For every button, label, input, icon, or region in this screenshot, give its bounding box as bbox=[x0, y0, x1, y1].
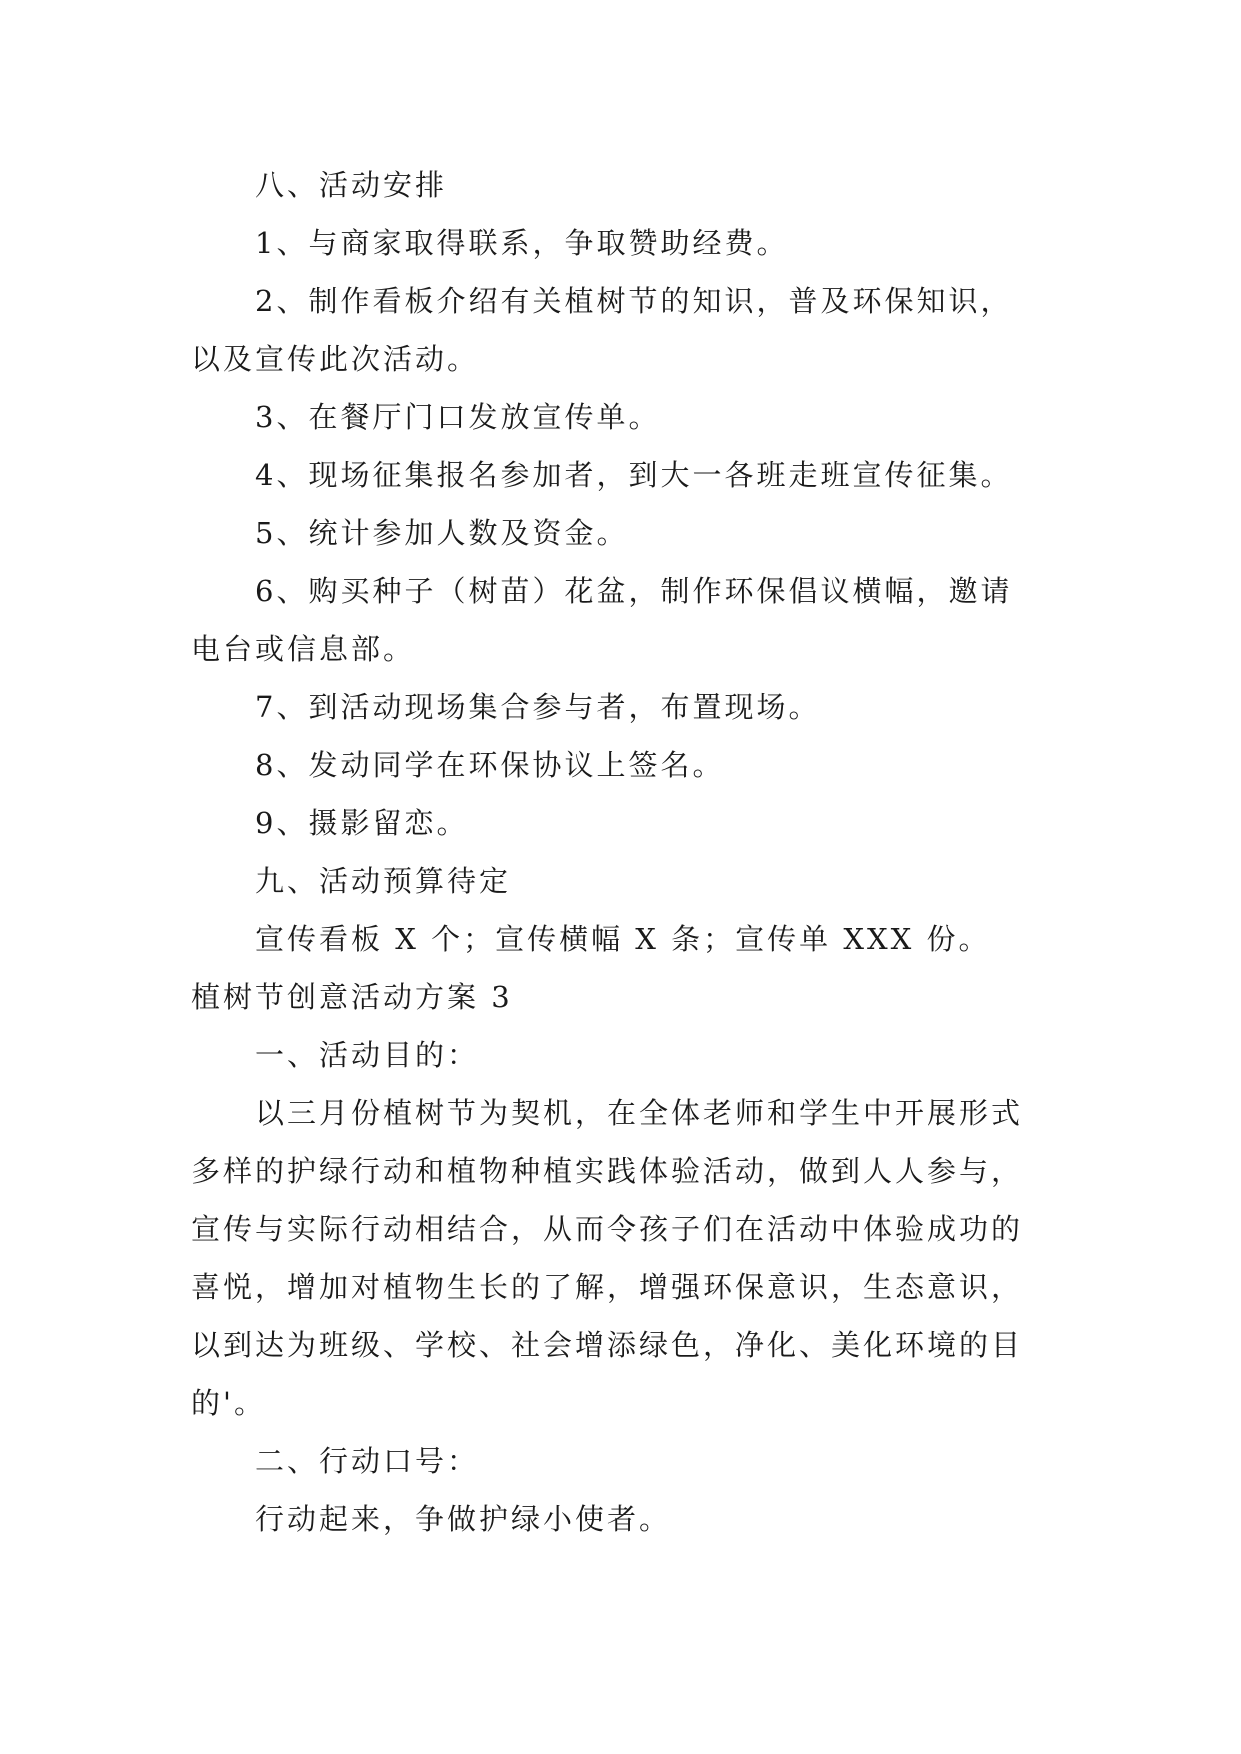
schedule-item-6: 6、购买种子（树苗）花盆，制作环保倡议横幅，邀请 bbox=[255, 574, 1013, 608]
plan-title-3: 植树节创意活动方案 3 bbox=[191, 980, 513, 1014]
schedule-item-9: 9、摄影留恋。 bbox=[255, 806, 469, 840]
section-heading-slogan: 二、行动口号： bbox=[255, 1444, 480, 1478]
schedule-item-3: 3、在餐厅门口发放宣传单。 bbox=[255, 400, 661, 434]
purpose-paragraph-line-6: 的'。 bbox=[191, 1386, 266, 1420]
schedule-item-8: 8、发动同学在环保协议上签名。 bbox=[255, 748, 725, 782]
schedule-item-6-continued: 电台或信息部。 bbox=[191, 632, 416, 666]
section-heading-purpose: 一、活动目的： bbox=[255, 1038, 480, 1072]
section-heading-budget: 九、活动预算待定 bbox=[255, 864, 512, 898]
section-heading-activity-schedule: 八、活动安排 bbox=[255, 168, 448, 202]
purpose-paragraph-line-1: 以三月份植树节为契机，在全体老师和学生中开展形式 bbox=[255, 1096, 1024, 1130]
purpose-paragraph-line-5: 以到达为班级、学校、社会增添绿色，净化、美化环境的目 bbox=[191, 1328, 1024, 1362]
schedule-item-2-continued: 以及宣传此次活动。 bbox=[191, 342, 480, 376]
slogan-text: 行动起来，争做护绿小使者。 bbox=[255, 1502, 672, 1536]
schedule-item-5: 5、统计参加人数及资金。 bbox=[255, 516, 629, 550]
schedule-item-2: 2、制作看板介绍有关植树节的知识，普及环保知识， bbox=[255, 284, 1013, 318]
budget-detail: 宣传看板 X 个；宣传横幅 X 条；宣传单 XXX 份。 bbox=[255, 922, 991, 956]
schedule-item-4: 4、现场征集报名参加者，到大一各班走班宣传征集。 bbox=[255, 458, 1013, 492]
purpose-paragraph-line-2: 多样的护绿行动和植物种植实践体验活动，做到人人参与， bbox=[191, 1154, 1024, 1188]
purpose-paragraph-line-4: 喜悦，增加对植物生长的了解，增强环保意识，生态意识， bbox=[191, 1270, 1024, 1304]
schedule-item-1: 1、与商家取得联系，争取赞助经费。 bbox=[255, 226, 789, 260]
purpose-paragraph-line-3: 宣传与实际行动相结合，从而令孩子们在活动中体验成功的 bbox=[191, 1212, 1024, 1246]
schedule-item-7: 7、到活动现场集合参与者，布置现场。 bbox=[255, 690, 821, 724]
